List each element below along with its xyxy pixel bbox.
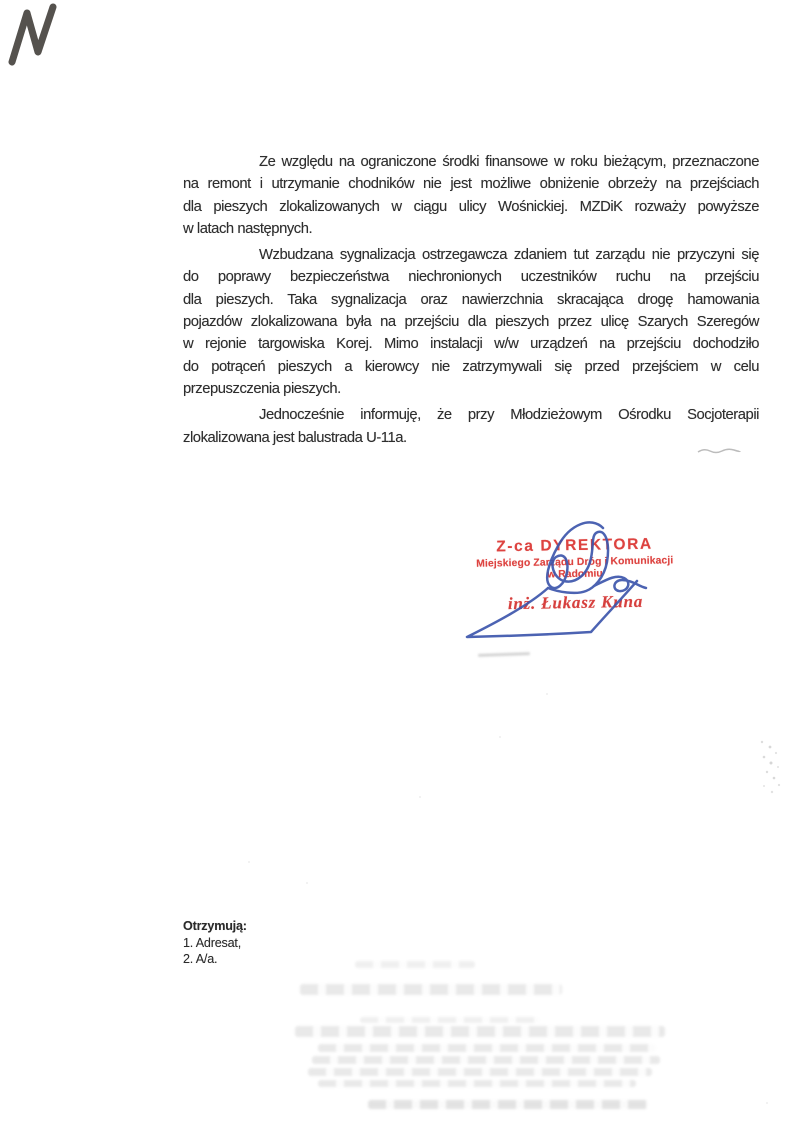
- paragraph-2-last-line: przepuszczenia pieszych.: [183, 380, 341, 397]
- paragraph-1-last-line: w latach następnych.: [183, 220, 313, 237]
- bleed-through-artifact: [308, 1068, 652, 1076]
- bleed-through-artifact: [312, 1056, 660, 1064]
- distribution-list: [183, 918, 247, 968]
- paragraph-2-justified-text: Wzbudzana sygnalizacja ostrzegawcza zdaniem tut zarządu nie przyczyni się do poprawy bezpieczeństwa niechronionych uczestników ruchu na przejściu dla pieszych. Taka sygnalizacja oraz nawierzchnia skracająca drogę hamowania pojazdów zlokalizowana była na przejściu dla pieszych przez ulicę Szarych Szeregów w rejonie targowiska Korej. Mimo instalacji w/w urządzeń na przejściu dochodziło do potrąceń pieszych a kierowcy nie zatrzymywali się przed przejściem w celu: [183, 247, 759, 375]
- stamp-signer-name: inż. Łukasz Kuna: [507, 591, 644, 614]
- scan-speckle-artifact: [748, 734, 792, 798]
- paragraph-1-justified-text: Ze względu na ograniczone środki finansowe w roku bieżącym, przeznaczone na remont i utrzymanie chodników nie jest możliwe obniżenie obrzeży na przejściach dla pieszych zlokalizowanych w ciągu ulicy Wośnickiej. MZDiK rozważy powyższe: [183, 154, 759, 215]
- scan-dot-artifact: [306, 882, 308, 884]
- scan-dot-artifact: [248, 861, 250, 863]
- distribution-item-2: 2. A/a.: [183, 952, 218, 967]
- stamp-location: w Radomiu: [547, 568, 603, 581]
- bleed-through-artifact: [360, 1017, 540, 1023]
- bleed-through-artifact: [318, 1044, 656, 1052]
- bleed-through-artifact: [300, 984, 562, 995]
- distribution-heading: Otrzymują:: [183, 919, 247, 933]
- scan-dot-artifact: [546, 693, 548, 695]
- stamp-position-title: Z-ca DYREKTORA: [496, 535, 653, 556]
- letter-body: [183, 151, 759, 453]
- scan-corner-marks: [0, 0, 90, 90]
- paragraph-2: [183, 244, 759, 400]
- bleed-through-artifact: [368, 1100, 648, 1109]
- paragraph-3: [183, 404, 759, 449]
- bleed-through-artifact: [355, 961, 475, 968]
- scan-dot-artifact: [766, 1102, 768, 1104]
- distribution-item-1: 1. Adresat,: [183, 935, 242, 950]
- handwritten-signature-ink: [398, 508, 658, 658]
- scan-dot-artifact: [499, 736, 501, 738]
- faint-pencil-squiggle: [697, 446, 741, 456]
- bleed-through-artifact: [295, 1026, 665, 1037]
- paragraph-3-last-line: zlokalizowana jest balustrada U-11a.: [183, 429, 407, 446]
- paragraph-1: [183, 151, 759, 240]
- bleed-through-artifact: [318, 1080, 636, 1087]
- scan-dot-artifact: [419, 796, 421, 798]
- stamp-organization: Miejskiego Zarządu Dróg i Komunikacji: [476, 555, 674, 570]
- paragraph-3-justified-text: Jednocześnie informuję, że przy Młodzieżowym Ośrodku Socjoterapii: [259, 407, 759, 424]
